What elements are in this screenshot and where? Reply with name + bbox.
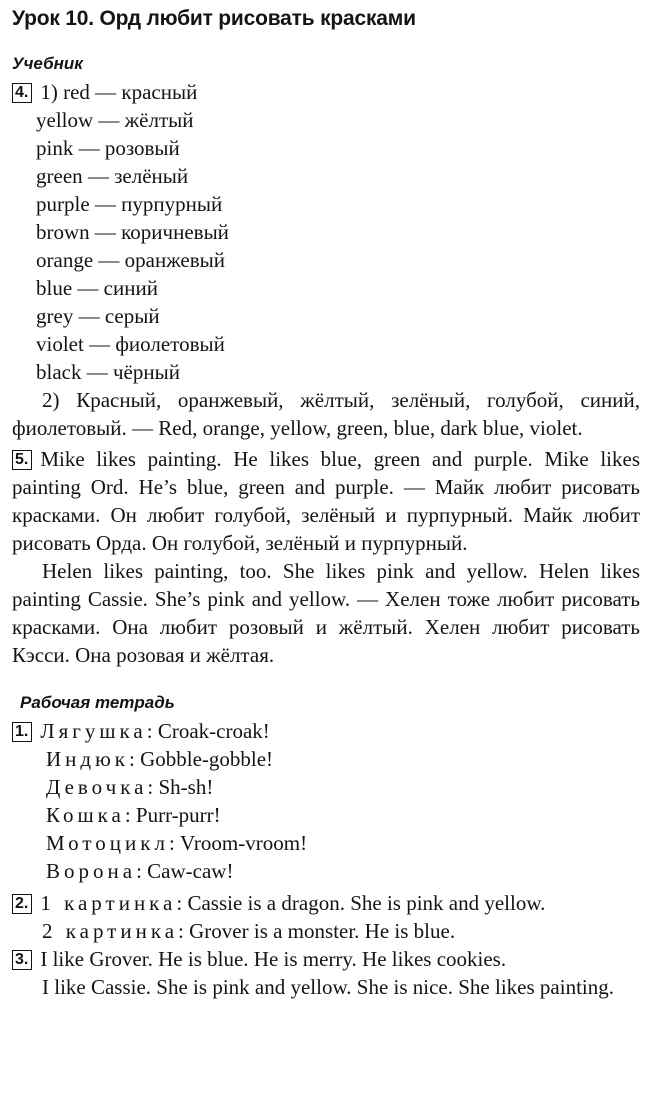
workbook-section-title: Рабочая тетрадь bbox=[20, 693, 175, 712]
exercise-5-paragraph-1: Mike likes painting. He likes blue, green and purple. Mike likes painting Ord. He’s blue, green and purple. — Майк любит рисовать красками. Он любит голубой, зелёный и пурпурный. Майк любит рисовать Орда. Он голубой, зелёный и пурпурный. bbox=[12, 447, 640, 555]
animal-word: Ворона bbox=[46, 859, 137, 883]
animal-word: Индюк bbox=[46, 747, 129, 771]
animal-sound: : Vroom-vroom! bbox=[168, 831, 308, 855]
color-pair: black — чёрный bbox=[36, 360, 180, 384]
textbook-section-title: Учебник bbox=[12, 54, 83, 73]
animal-word: Кошка bbox=[46, 803, 125, 827]
picture-2-text: : Grover is a monster. He is blue. bbox=[178, 919, 456, 943]
exercise-5-number: 5. bbox=[12, 450, 32, 470]
animal-sound: : Croak-croak! bbox=[146, 719, 270, 743]
animal-word: Мотоцикл bbox=[46, 831, 169, 855]
animal-sound: : Gobble-gobble! bbox=[128, 747, 274, 771]
animal-sound: : Sh-sh! bbox=[147, 775, 214, 799]
color-pair: purple — пурпурный bbox=[36, 192, 223, 216]
exercise-4 bbox=[12, 78, 640, 442]
workbook-exercise-1-number: 1. bbox=[12, 722, 32, 742]
picture-2-label: 2 картинка bbox=[42, 919, 179, 943]
lesson-title: Урок 10. Орд любит рисовать красками bbox=[12, 7, 416, 30]
picture-1-text: : Cassie is a dragon. She is pink and yellow. bbox=[176, 891, 546, 915]
color-pair: grey — серый bbox=[36, 304, 160, 328]
exercise-5 bbox=[12, 445, 640, 669]
workbook-exercise-2-number: 2. bbox=[12, 894, 32, 914]
color-pair: pink — розовый bbox=[36, 136, 180, 160]
color-pair: brown — коричневый bbox=[36, 220, 229, 244]
color-pair: orange — оранжевый bbox=[36, 248, 226, 272]
animal-word: Девочка bbox=[46, 775, 148, 799]
animal-sound: : Purr-purr! bbox=[124, 803, 221, 827]
exercise-4-number: 4. bbox=[12, 83, 32, 103]
exercise-5-paragraph-2: Helen likes painting, too. She likes pink and yellow. Helen likes painting Cassie. She’s pink and yellow. — Хелен тоже любит рисовать красками. Она любит розовый и жёлтый. Хелен любит рисовать Кэсси. Она розовая и жёлтая. bbox=[12, 559, 640, 667]
exercise-3-line-2: I like Cassie. She is pink and yellow. She is nice. She likes painting. bbox=[42, 975, 614, 999]
color-pair: green — зелёный bbox=[36, 164, 189, 188]
workbook-exercise-3 bbox=[12, 945, 640, 1001]
exercise-3-line-1: I like Grover. He is blue. He is merry. He likes cookies. bbox=[40, 947, 507, 971]
color-pair: blue — синий bbox=[36, 276, 158, 300]
color-pair: violet — фиолетовый bbox=[36, 332, 225, 356]
exercise-4-part2: 2) Красный, оранжевый, жёлтый, зелёный, голубой, синий, фиолетовый. — Red, orange, yellow, green, blue, dark blue, violet. bbox=[12, 388, 640, 440]
workbook-exercise-3-number: 3. bbox=[12, 950, 32, 970]
exercise-4-part1-first: 1) red — красный bbox=[40, 80, 198, 104]
picture-1-label: 1 картинка bbox=[40, 891, 177, 915]
workbook-exercise-1 bbox=[12, 717, 640, 885]
color-pair: yellow — жёлтый bbox=[36, 108, 194, 132]
workbook-exercise-2 bbox=[12, 889, 640, 945]
animal-word: Лягушка bbox=[40, 719, 147, 743]
animal-sound: : Caw-caw! bbox=[136, 859, 234, 883]
